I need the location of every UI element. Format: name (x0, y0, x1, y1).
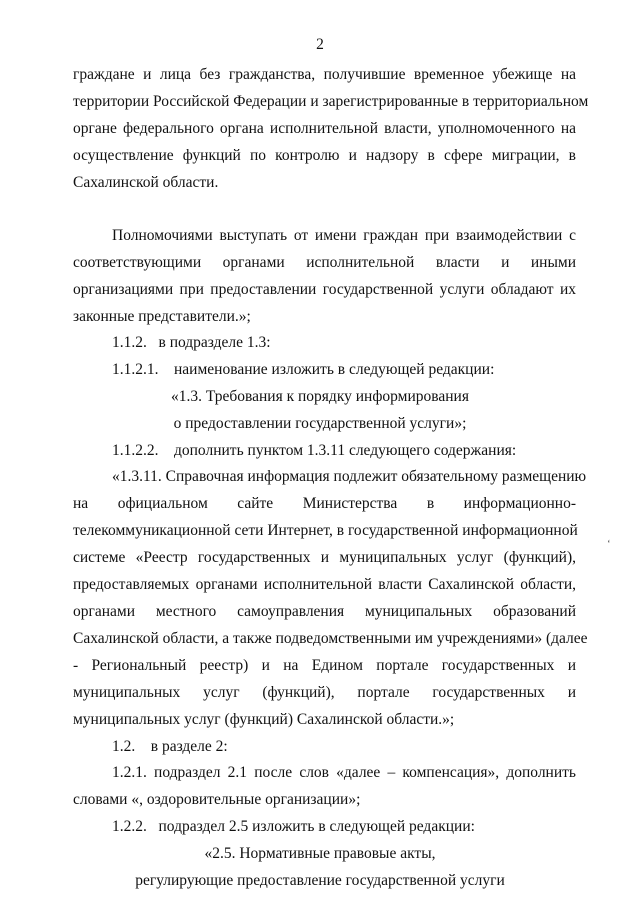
text-line: телекоммуникационной сети Интернет, в государственной информационной (73, 522, 578, 539)
text-line: законные представители.»; (73, 308, 251, 325)
text-line: - Региональный реестр) и на Едином портале государственных и (73, 657, 576, 674)
heading-1-3-line-1: «1.3. Требования к порядку информирования (171, 388, 469, 405)
clause-1-1-2-1: 1.1.2.1. наименование изложить в следующей редакции: (112, 361, 495, 378)
text-line: организациями при предоставлении государственной услуги обладают их (73, 281, 576, 298)
heading-2-5-line-2: регулирующие предоставление государственной услуги (135, 872, 505, 889)
text-line: Полномочиями выступать от имени граждан при взаимодействии с (112, 227, 576, 244)
text-line: муниципальных услуг (функций) Сахалинской области.»; (73, 711, 455, 728)
text-line: «1.3.11. Справочная информация подлежит обязательному размещению (112, 468, 587, 485)
clause-1-1-2: 1.1.2. в подразделе 1.3: (112, 334, 271, 351)
text-line: предоставляемых органами исполнительной власти Сахалинской области, (73, 576, 576, 593)
text-line: органами местного самоуправления муниципальных образований (73, 603, 576, 620)
text-line: словами «, оздоровительные организации»; (73, 791, 361, 808)
text-line: территории Российской Федерации и зарегистрированные в территориальном (73, 93, 589, 110)
text-line: соответствующими органами исполнительной власти и иными (73, 254, 576, 271)
text-line: граждане и лица без гражданства, получившие временное убежище на (73, 66, 576, 83)
text-line: на официальном сайте Министерства в информационно- (73, 495, 576, 512)
text-line: органе федерального органа исполнительной власти, уполномоченного на (73, 120, 576, 137)
text-line: осуществление функций по контролю и надзору в сфере миграции, в (73, 147, 576, 164)
text-line: системе «Реестр государственных и муниципальных услуг (функций), (73, 549, 576, 566)
text-line: муниципальных услуг (функций), портале государственных и (73, 684, 576, 701)
margin-mark: ‘ (607, 538, 611, 550)
heading-2-5-line-1: «2.5. Нормативные правовые акты, (204, 845, 436, 862)
clause-1-2-2: 1.2.2. подраздел 2.5 изложить в следующей редакции: (112, 818, 475, 835)
clause-1-1-2-2: 1.1.2.2. дополнить пунктом 1.3.11 следующего содержания: (112, 442, 517, 459)
page-number: 2 (316, 36, 324, 53)
clause-1-2: 1.2. в разделе 2: (112, 738, 228, 755)
clause-1-2-1: 1.2.1. подраздел 2.1 после слов «далее – компенсация», дополнить (112, 764, 576, 781)
text-line: Сахалинской области, а также подведомственными им учреждениями» (далее (73, 630, 588, 647)
heading-1-3-line-2: о предоставлении государственной услуги»; (173, 415, 467, 432)
text-line: Сахалинской области. (73, 174, 219, 191)
